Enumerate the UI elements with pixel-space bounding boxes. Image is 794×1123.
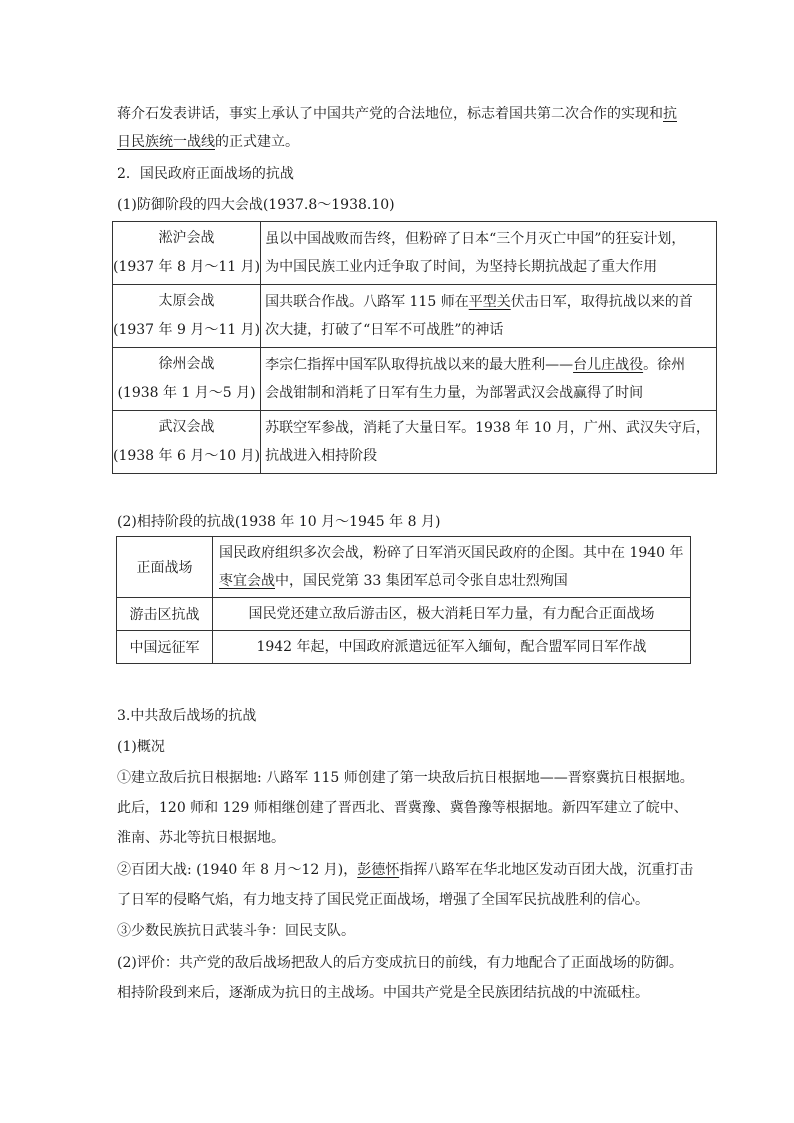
text: ②百团大战: (1940 年 8 月～12 月)， <box>117 862 358 878</box>
battle-desc-cell <box>261 348 717 411</box>
table-row <box>113 411 717 474</box>
front-name-cell <box>117 537 213 598</box>
section-heading: 2．国民政府正面战场的抗战 <box>117 166 294 182</box>
battle-desc: 抗战进入相持阶段 <box>265 448 378 464</box>
front-desc: 国民党还建立敌后游击区，极大消耗日军力量，有力配合正面战场 <box>248 606 655 622</box>
subheading: (1)防御阶段的四大会战(1937.8～1938.10) <box>117 197 395 213</box>
battle-date: (1938 年 6 月～10 月) <box>113 448 261 464</box>
paragraph-line: ③少数民族抗日武装斗争：回民支队。 <box>117 923 355 939</box>
battle-name-cell <box>113 348 261 411</box>
underlined-term: 抗 <box>663 106 677 122</box>
front-name: 中国远征军 <box>129 640 200 656</box>
battle-desc: 苏联空军参战，消耗了大量日军。1938 年 10 月，广州、武汉失守后， <box>265 420 710 436</box>
paragraph-line: ①建立敌后抗日根据地: 八路军 115 师创建了第一块敌后抗日根据地——晋察冀抗日根据地。 <box>117 770 694 786</box>
defense-battles-table <box>112 221 717 474</box>
underlined-term: 日民族统一战线 <box>117 134 215 150</box>
front-desc: 国民政府组织多次会战，粉碎了日军消灭国民政府的企图。其中在 1940 年 <box>219 545 684 561</box>
underlined-term: 平型关 <box>468 294 511 310</box>
paragraph-line: 此后，120 师和 129 师相继创建了晋西北、晋冀豫、冀鲁豫等根据地。新四军建立了皖中、 <box>117 800 688 816</box>
battle-name-cell <box>113 411 261 474</box>
front-name-cell <box>117 631 213 664</box>
battle-date: (1937 年 8 月～11 月) <box>113 259 261 275</box>
text: 中，国民党第 33 集团军总司令张自忠壮烈殉国 <box>275 573 568 589</box>
stalemate-table <box>116 536 691 664</box>
intro-line-2 <box>117 132 299 152</box>
battle-name: 徐州会战 <box>158 356 215 372</box>
battle-name-cell <box>113 222 261 285</box>
front-name: 游击区抗战 <box>129 607 200 623</box>
battle-name: 武汉会战 <box>158 419 215 435</box>
table-row <box>113 222 717 285</box>
text: 指挥八路军在华北地区发动百团大战，沉重打击 <box>399 862 694 878</box>
front-name: 正面战场 <box>136 560 193 576</box>
text: 伏击日军，取得抗战以来的首 <box>510 294 693 310</box>
paragraph-line <box>117 860 693 880</box>
battle-date: (1937 年 9 月～11 月) <box>113 322 261 338</box>
subheading: (2)相持阶段的抗战(1938 年 10 月～1945 年 8 月) <box>117 514 441 530</box>
battle-desc: 会战钳制和消耗了日军有生力量，为部署武汉会战赢得了时间 <box>265 385 644 401</box>
table-row <box>117 598 691 631</box>
intro-text: 的正式建立。 <box>215 134 299 150</box>
battle-name: 太原会战 <box>158 293 215 309</box>
battle-name: 淞沪会战 <box>158 230 215 246</box>
battle-desc-cell <box>261 411 717 474</box>
paragraph-line: (2)评价：共产党的敌后战场把敌人的后方变成抗日的前线，有力地配合了正面战场的防御。 <box>117 955 683 971</box>
front-desc <box>219 567 684 595</box>
underlined-term: 台儿庄战役 <box>573 357 644 373</box>
front-desc-cell <box>213 537 691 598</box>
front-name-cell <box>117 598 213 631</box>
battle-desc: 为中国民族工业内迁争取了时间，为坚持长期抗战起了重大作用 <box>265 259 658 275</box>
text: 国共联合作战。八路军 115 师在 <box>265 294 469 310</box>
battle-date: (1938 年 1 月～5 月) <box>117 385 256 401</box>
battle-desc <box>265 351 710 379</box>
battle-desc: 虽以中国战败而告终，但粉碎了日本“三个月灭亡中国”的狂妄计划， <box>265 231 686 247</box>
battle-desc <box>265 288 710 316</box>
front-desc-cell <box>213 598 691 631</box>
front-desc-cell <box>213 631 691 664</box>
text: 。徐州 <box>643 357 686 373</box>
table-row <box>113 285 717 348</box>
paragraph-line: 相持阶段到来后，逐渐成为抗日的主战场。中国共产党是全民族团结抗战的中流砥柱。 <box>117 985 649 1001</box>
paragraph-line: 淮南、苏北等抗日根据地。 <box>117 830 285 846</box>
battle-desc-cell <box>261 222 717 285</box>
section-heading: 3.中共敌后战场的抗战 <box>117 708 257 724</box>
front-desc: 1942 年起，中国政府派遣远征军入缅甸，配合盟军同日军作战 <box>256 639 647 655</box>
paragraph-line: 了日军的侵略气焰，有力地支持了国民党正面战场，增强了全国军民抗战胜利的信心。 <box>117 892 649 908</box>
table-row <box>113 348 717 411</box>
battle-name-cell <box>113 285 261 348</box>
text: 李宗仁指挥中国军队取得抗战以来的最大胜利—— <box>265 357 574 373</box>
subheading: (1)概况 <box>117 739 165 755</box>
battle-desc: 次大捷，打破了“日军不可战胜”的神话 <box>265 322 504 338</box>
underlined-term: 彭德怀 <box>357 862 400 878</box>
table-row <box>117 537 691 598</box>
underlined-term: 枣宜会战 <box>219 573 275 589</box>
intro-line-1 <box>117 104 677 124</box>
intro-text: 蒋介石发表讲话，事实上承认了中国共产党的合法地位，标志着国共第二次合作的实现和 <box>117 106 663 122</box>
battle-desc-cell <box>261 285 717 348</box>
table-row <box>117 631 691 664</box>
